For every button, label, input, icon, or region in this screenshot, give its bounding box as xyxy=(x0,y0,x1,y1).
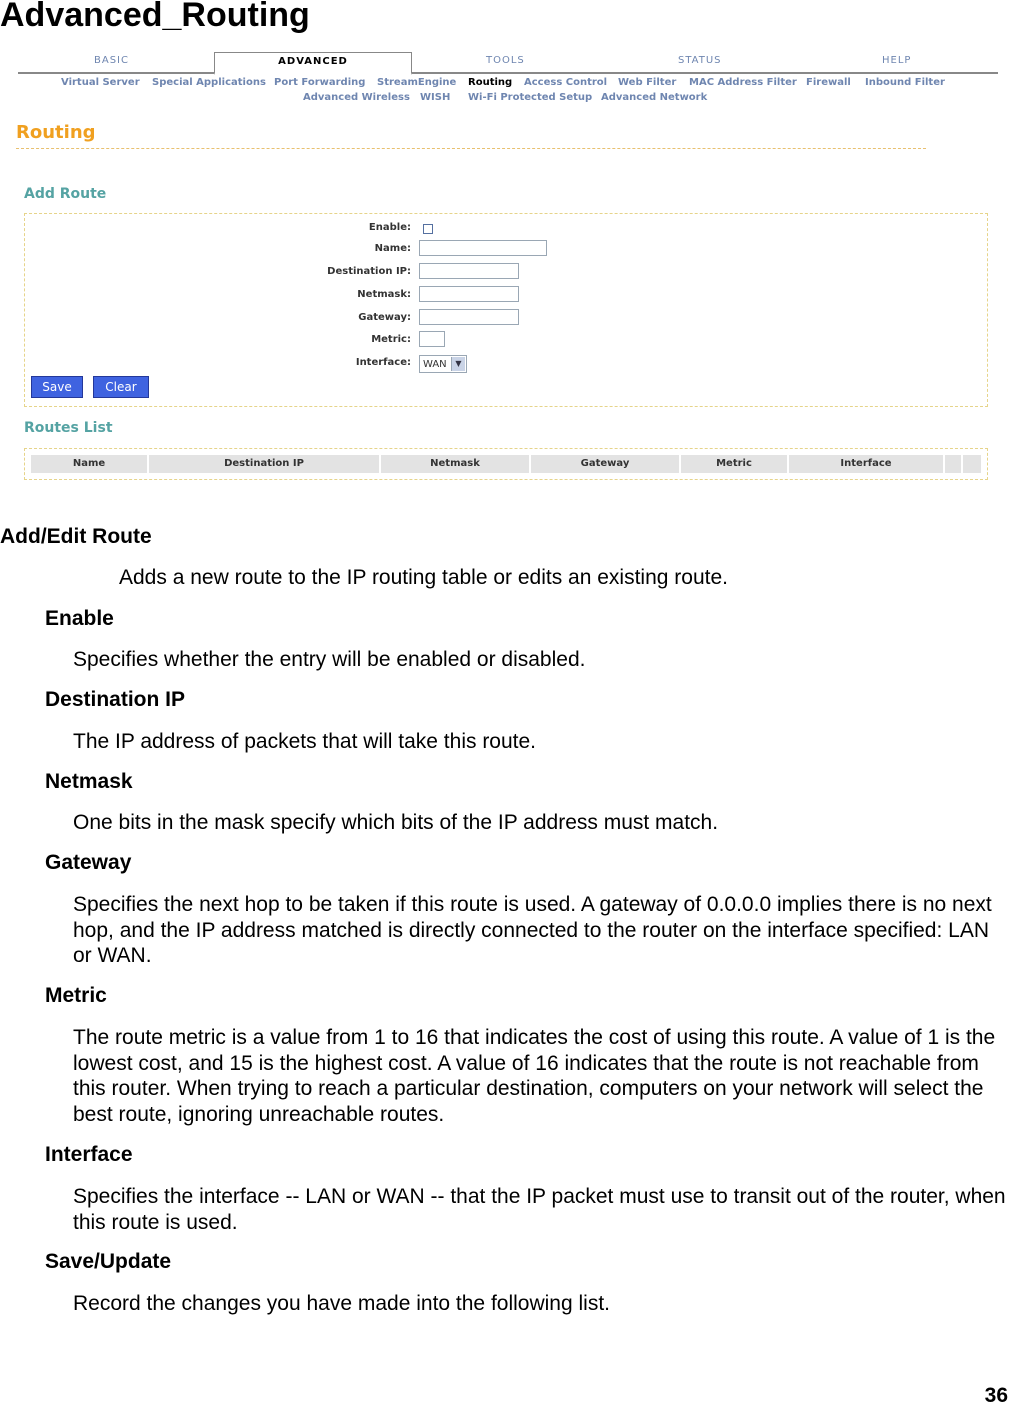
metric-input[interactable] xyxy=(419,331,445,347)
save-update-text: Record the changes you have made into the following list. xyxy=(73,1292,610,1315)
netmask-heading: Netmask xyxy=(45,770,133,793)
destination-ip-label: Destination IP: xyxy=(327,266,411,277)
destination-ip-row xyxy=(25,263,987,283)
interface-text: Specifies the interface -- LAN or WAN -- that the IP packet must use to transit out of the router, when this route is used. xyxy=(73,1185,1006,1234)
destination-heading: Destination IP xyxy=(45,688,186,711)
gateway-text: Specifies the next hop to be taken if this route is used. A gateway of 0.0.0.0 implies there is no next hop, and the IP address matched is directly connected to the router on the interface specified: LAN or WAN. xyxy=(73,893,992,967)
enable-heading: Enable xyxy=(45,607,114,630)
sub-nav-row-2 xyxy=(14,92,1000,106)
netmask-text: One bits in the mask specify which bits of the IP address must match. xyxy=(73,811,719,834)
enable-checkbox[interactable] xyxy=(423,224,433,234)
enable-text: Specifies whether the entry will be enabled or disabled. xyxy=(73,648,586,671)
add-edit-heading: Add/Edit Route xyxy=(0,525,152,548)
tab-status[interactable]: STATUS xyxy=(678,55,722,66)
router-screenshot xyxy=(14,50,1000,490)
name-row xyxy=(25,240,987,260)
sub-nav-mac-address-filter[interactable]: MAC Address Filter xyxy=(689,77,797,88)
gateway-row xyxy=(25,309,987,329)
add-route-form xyxy=(24,213,988,407)
metric-row xyxy=(25,331,987,351)
interface-heading: Interface xyxy=(45,1143,133,1166)
destination-text: The IP address of packets that will take this route. xyxy=(73,730,537,753)
sub-nav-wifi-protected-setup[interactable]: Wi-Fi Protected Setup xyxy=(468,92,593,103)
tab-help[interactable]: HELP xyxy=(882,55,912,66)
page-title: Advanced_Routing xyxy=(0,0,310,34)
sub-nav-port-forwarding[interactable]: Port Forwarding xyxy=(274,77,366,88)
add-edit-text: Adds a new route to the IP routing table or edits an existing route. xyxy=(119,566,728,589)
tab-advanced[interactable]: ADVANCED xyxy=(214,52,412,75)
sub-nav-advanced-network[interactable]: Advanced Network xyxy=(601,92,708,103)
col-gateway: Gateway xyxy=(531,455,681,473)
col-metric: Metric xyxy=(681,455,789,473)
enable-label: Enable: xyxy=(368,222,411,233)
netmask-row xyxy=(25,286,987,306)
col-name: Name xyxy=(31,455,149,473)
heading-divider xyxy=(16,148,926,149)
col-destination-ip: Destination IP xyxy=(149,455,381,473)
routes-list-header xyxy=(31,455,981,473)
sub-nav-firewall[interactable]: Firewall xyxy=(806,77,851,88)
interface-row xyxy=(25,354,987,374)
section-heading: Routing xyxy=(16,122,96,143)
col-interface: Interface xyxy=(789,455,945,473)
sub-nav-wish[interactable]: WISH xyxy=(420,92,451,103)
sub-nav-routing[interactable]: Routing xyxy=(468,77,513,88)
col-netmask: Netmask xyxy=(381,455,531,473)
clear-button[interactable]: Clear xyxy=(93,376,149,398)
gateway-heading: Gateway xyxy=(45,851,132,874)
sub-nav-advanced-wireless[interactable]: Advanced Wireless xyxy=(303,92,410,103)
metric-text: The route metric is a value from 1 to 16 that indicates the cost of using this route. A value of 1 is the lowest cost, and 15 is the highest cost. A value of 16 indicates that the route is not reachable from this router. When trying to reach a particular destination, computers on your network will select the best route, ignoring unreachable routes. xyxy=(73,1026,996,1126)
enable-row xyxy=(25,219,987,239)
interface-label: Interface: xyxy=(355,357,411,368)
metric-heading: Metric xyxy=(45,984,107,1007)
tab-tools[interactable]: TOOLS xyxy=(486,55,525,66)
name-input[interactable] xyxy=(419,240,547,256)
interface-select[interactable] xyxy=(419,355,467,373)
sub-nav-streamengine[interactable]: StreamEngine xyxy=(377,77,457,88)
netmask-input[interactable] xyxy=(419,286,519,302)
sub-nav-access-control[interactable]: Access Control xyxy=(524,77,608,88)
interface-value: WAN xyxy=(423,359,447,370)
routes-list-heading: Routes List xyxy=(24,420,113,436)
sub-nav-row-1 xyxy=(14,77,1000,91)
save-update-heading: Save/Update xyxy=(45,1250,172,1273)
metric-label: Metric: xyxy=(371,334,411,345)
save-button[interactable]: Save xyxy=(31,376,83,398)
gateway-label: Gateway: xyxy=(358,312,411,323)
add-route-heading: Add Route xyxy=(24,186,107,202)
netmask-label: Netmask: xyxy=(357,289,411,300)
sub-nav-web-filter[interactable]: Web Filter xyxy=(618,77,677,88)
chevron-down-icon: ▼ xyxy=(451,357,465,371)
sub-nav-virtual-server[interactable]: Virtual Server xyxy=(61,77,140,88)
routes-list xyxy=(24,448,988,480)
destination-ip-input[interactable] xyxy=(419,263,519,279)
sub-nav-inbound-filter[interactable]: Inbound Filter xyxy=(865,77,945,88)
main-tab-bar xyxy=(18,50,998,74)
sub-nav-special-applications[interactable]: Special Applications xyxy=(152,77,266,88)
tab-basic[interactable]: BASIC xyxy=(94,55,129,66)
col-spacer-1 xyxy=(945,455,963,473)
page-number: 36 xyxy=(984,1384,1008,1407)
gateway-input[interactable] xyxy=(419,309,519,325)
name-label: Name: xyxy=(374,243,411,254)
